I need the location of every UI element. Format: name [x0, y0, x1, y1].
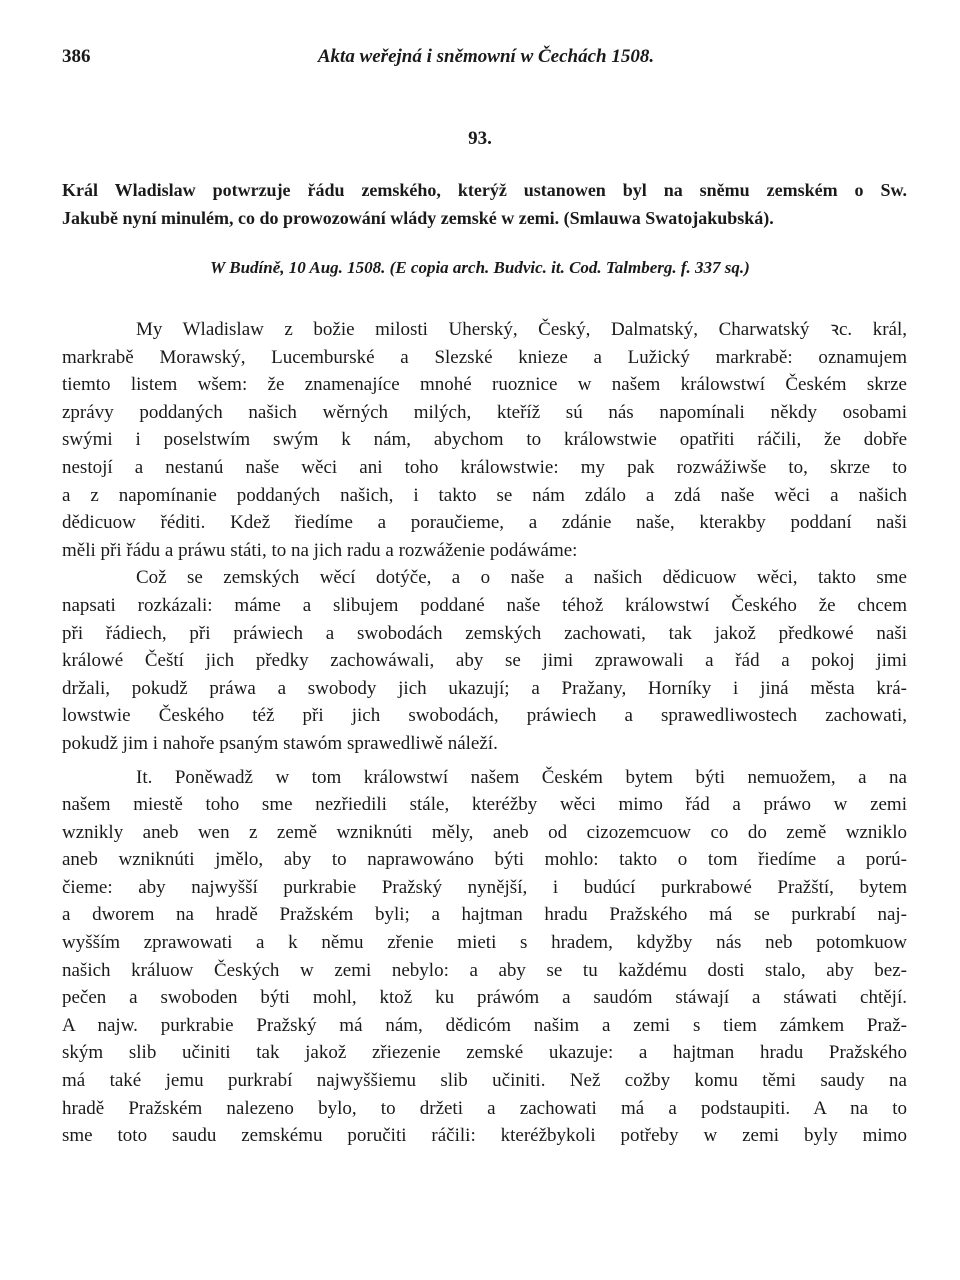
- text-line: má také jemu purkrabí najwyššiemu slib učiniti. Než cožby komu těmi saudy na: [62, 1070, 907, 1092]
- text-line: a dworem na hradě Pražském byli; a hajtman hradu Pražského má se purkrabí naj-: [62, 904, 907, 926]
- text-line: sme toto saudu zemskému poručiti ráčili: kteréžbykoli potřeby w zemi byly mimo: [62, 1125, 907, 1147]
- text-line: ským slib učiniti tak jakož zřiezenie zemské ukazuje: a hajtman hradu Pražského: [62, 1042, 907, 1064]
- text-line: dědicuow řéditi. Kdež řiedíme a poraučieme, a zdánie naše, kterakby poddaní naši: [62, 512, 907, 534]
- text-line: It. Poněwadž w tom králowstwí našem Českém bytem býti nemuožem, a na: [136, 766, 907, 788]
- text-line: markrabě Morawský, Lucemburské a Slezské knieze a Lužický markrabě: oznamujem: [62, 346, 907, 368]
- text-line: aneb wzniknúti jmělo, aby to naprawowáno býti mohlo: takto o tom řiedíme a porú-: [62, 849, 907, 871]
- body-text: [62, 316, 907, 1150]
- text-line: měli při řádu a práwu státi, to na jich radu a rozwáženie podáwáme:: [62, 539, 578, 561]
- text-line: držali, pokudž práwa a swobody jich ukazují; a Pražany, Horníky i jiná města krá-: [62, 677, 907, 699]
- text-line: našem miestě toho sme nezřiedili stále, kteréžby wěci mimo řád a práwo w zemi: [62, 794, 907, 816]
- text-line: a z napomínanie poddaných našich, i takto se nám zdálo a zdá naše wěci a našich: [62, 484, 907, 506]
- text-line: při řádiech, při práwiech a swobodách zemských zachowati, tak jakož předkowé naši: [62, 622, 907, 644]
- source-citation: W Budíně, 10 Aug. 1508. (E copia arch. Budvic. it. Cod. Talmberg. f. 337 sq.): [210, 258, 750, 277]
- text-line: čieme: aby najwyšší purkrabie Pražský nynější, i budúcí purkrabowé Pražští, bytem: [62, 876, 907, 898]
- text-line: zprávy poddaných našich wěrných milých, kteříž sú nás napomínali někdy osobami: [62, 401, 907, 423]
- text-line: My Wladislaw z božie milosti Uherský, Český, Dalmatský, Charwatský ꝛc. král,: [136, 319, 907, 340]
- text-line: A najw. purkrabie Pražský má nám, dědicóm našim a zemi s tiem zámkem Praž-: [62, 1014, 907, 1036]
- text-line: tiemto listem wšem: že znamenajíce mnohé ruoznice w našem králowstwí Českém skrze: [62, 374, 907, 396]
- page-number: 386: [62, 46, 91, 67]
- text-line: našich králuow Českých w zemi nebylo: a aby se tu každému dosti stalo, aby bez-: [62, 959, 907, 981]
- text-line: lowstwie Českého též při jich swobodách, práwiech a sprawedliwostech zachowati,: [62, 705, 907, 727]
- document-number: 93.: [468, 128, 492, 149]
- document-summary: [62, 176, 907, 232]
- text-line: nestojí a nestanú naše wěci ani toho králowstwie: my pak rozwážiwše to, skrze to: [62, 456, 907, 478]
- text-line: wyšším zprawowati a k němu zřenie mieti s hradem, kdyžby nás neb potomkuow: [62, 932, 907, 954]
- text-line: králowé Čeští jich předky zachowáwali, aby se jimi zprawowali a řád a pokoj jimi: [62, 650, 907, 672]
- text-line: wznikly aneb wen z země wzniknúti měly, aneb od cizozemcuow co do země wzniklo: [62, 821, 907, 843]
- running-title: Akta weřejná i sněmowní w Čechách 1508.: [317, 46, 655, 67]
- text-line: hradě Pražském nalezeno bylo, to držeti a zachowati má a podstaupiti. A na to: [62, 1097, 907, 1119]
- summary-line: Jakubě nyní minulém, co do prowozowání wlády zemské w zemi. (Smlauwa Swatojakubská).: [62, 208, 774, 228]
- text-line: swými i poselstwím swým k nám, abychom to králowstwie opatřiti ráčili, že dobře: [62, 429, 907, 451]
- text-line: pečen a swoboden býti mohl, ktož ku práwóm a saudóm stáwají a stáwati chtějí.: [62, 987, 907, 1009]
- text-line: pokudž jim i nahoře psaným stawóm sprawedliwě náleží.: [62, 732, 498, 754]
- text-line: napsati rozkázali: máme a slibujem poddané naše téhož králowstwí Českého že chcem: [62, 594, 907, 616]
- page-header: [62, 46, 910, 76]
- text-line: Což se zemských wěcí dotýče, a o naše a našich dědicuow wěci, takto sme: [136, 567, 907, 589]
- summary-line: Král Wladislaw potwrzuje řádu zemského, kterýž ustanowen byl na sněmu zemském o Sw.: [62, 180, 907, 200]
